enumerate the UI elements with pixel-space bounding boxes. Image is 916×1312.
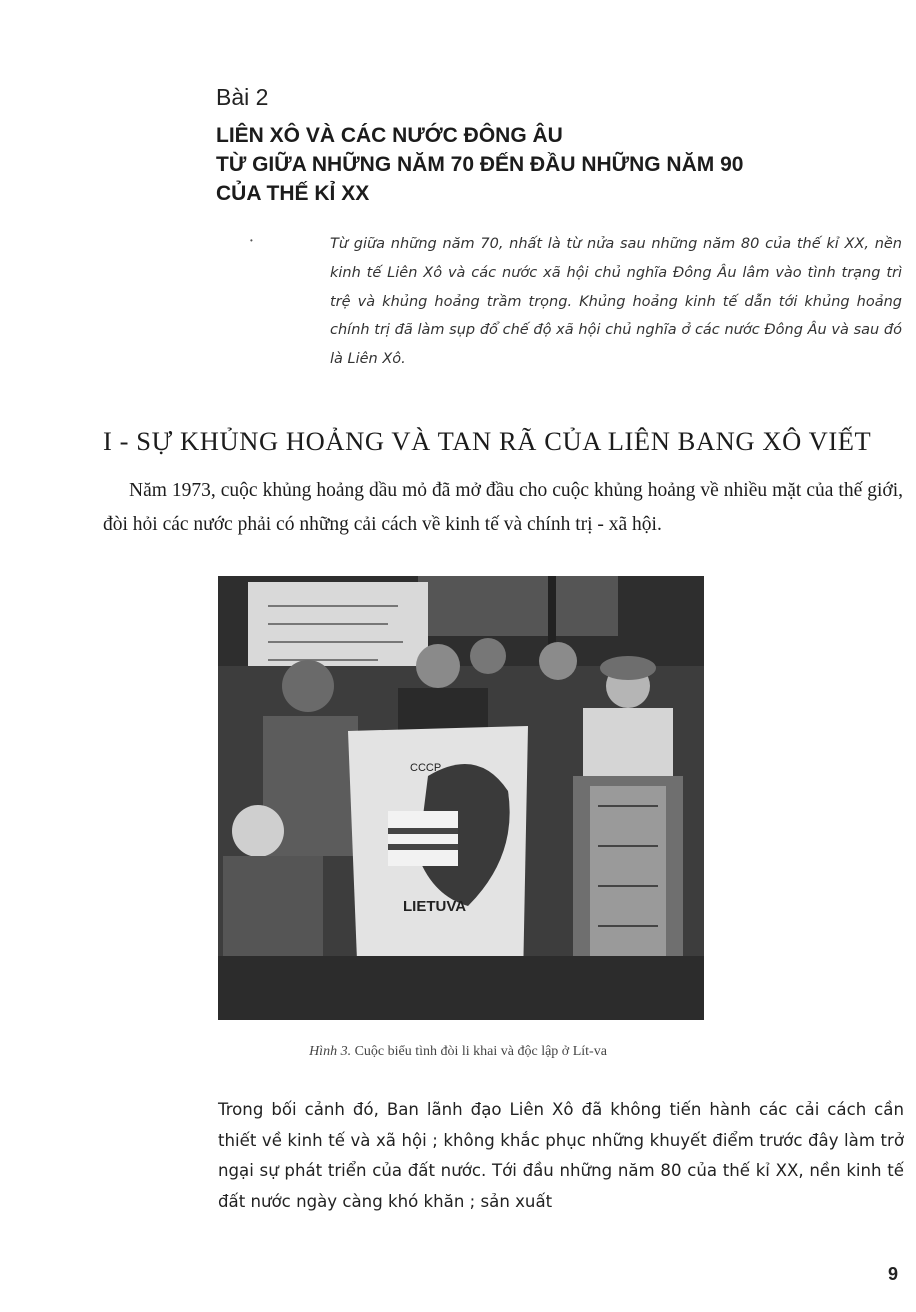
lesson-title-line: LIÊN XÔ VÀ CÁC NƯỚC ĐÔNG ÂU <box>216 124 563 147</box>
body-paragraph: Trong bối cảnh đó, Ban lãnh đạo Liên Xô đã không tiến hành các cải cách cần thiết về kinh tế và xã hội ; không khắc phục những khuyết điểm trước đây làm trở ngại sự phát triển của đất nước. Tới đầu những năm 80 của thế kỉ XX, nền kinh tế đất nước ngày càng khó khăn ; sản xuất <box>218 1100 904 1211</box>
intro-bullet-icon: • <box>250 236 253 245</box>
section-heading: I - SỰ KHỦNG HOẢNG VÀ TAN RÃ CỦA LIÊN BANG XÔ VIẾT <box>103 426 872 456</box>
figure-caption-text: Cuộc biểu tình đòi li khai và độc lập ở Lít-va <box>354 1044 607 1059</box>
figure-caption-label: Hình 3. <box>309 1044 352 1059</box>
section-paragraph: Năm 1973, cuộc khủng hoảng dầu mỏ đã mở đầu cho cuộc khủng hoảng về nhiều mặt của thế giới, đòi hỏi các nước phải có những cải cách về kinh tế và chính trị - xã hội. <box>103 480 903 535</box>
lesson-title-line: CỦA THẾ KỈ XX <box>216 182 370 205</box>
photo-illustration <box>218 576 704 1020</box>
flag-cccp-label: CCCP <box>410 762 442 774</box>
figure-photo <box>218 576 704 1020</box>
flag-lietuva-label: LIETUVA <box>403 898 467 915</box>
lesson-title-line: TỪ GIỮA NHỮNG NĂM 70 ĐẾN ĐẦU NHỮNG NĂM 90 <box>216 153 744 176</box>
page-number: 9 <box>888 1264 899 1284</box>
lesson-title <box>216 121 856 208</box>
intro-paragraph: Từ giữa những năm 70, nhất là từ nửa sau những năm 80 của thế kỉ XX, nền kinh tế Liên Xô và các nước xã hội chủ nghĩa Đông Âu lâm vào tình trạng trì trệ và khủng hoảng trầm trọng. Khủng hoảng kinh tế dẫn tới khủng hoảng chính trị đã làm sụp đổ chế độ xã hội chủ nghĩa ở các nước Đông Âu và sau đó là Liên Xô. <box>330 236 902 368</box>
lesson-number: Bài 2 <box>216 84 269 110</box>
figure-caption <box>218 1044 698 1060</box>
